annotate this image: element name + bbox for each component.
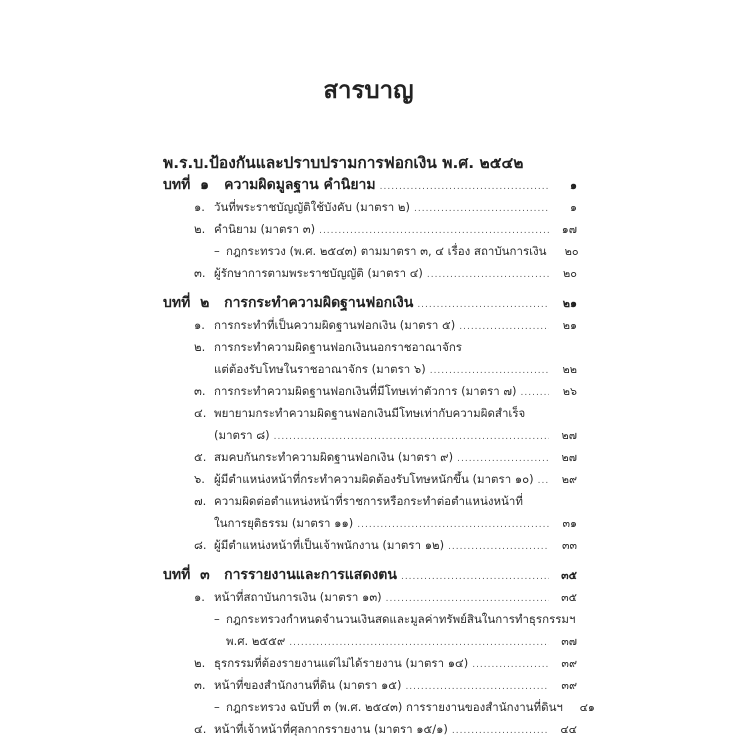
dot-leader (448, 536, 549, 558)
dot-leader (452, 720, 549, 742)
chapter-prefix: บทที่ (163, 177, 191, 193)
dot-leader (386, 588, 549, 610)
entry-number: ๓. (194, 678, 206, 692)
table-of-contents (163, 152, 595, 740)
page-number: ๒๐ (563, 267, 577, 280)
entry-label: การกระทำที่เป็นความผิดฐานฟอกเงิน (มาตรา ๕) (214, 318, 456, 332)
toc-entry[interactable] (163, 490, 577, 512)
entry-number: ๑. (194, 590, 205, 604)
toc-entry[interactable] (163, 652, 577, 674)
chapter-label: การกระทำความผิดฐานฟอกเงิน (224, 295, 414, 311)
toc-chapter-1[interactable] (163, 174, 577, 196)
chapter-number: ๒ (200, 295, 210, 311)
page-title: สารบาญ (323, 76, 414, 104)
dash-bullet: – (214, 244, 220, 258)
entry-label: กฎกระทรวงกำหนดจำนวนเงินสดและมูลค่าทรัพย์สินในการทำธุรกรรมฯ (226, 612, 576, 626)
entry-label-continued: แต่ต้องรับโทษในราชอาณาจักร (มาตรา ๖) (214, 362, 426, 376)
entry-label: การกระทำความผิดฐานฟอกเงินที่มีโทษเท่าตัวการ (มาตรา ๗) (214, 384, 517, 398)
entry-label: ความผิดต่อตำแหน่งหน้าที่ราชการหรือกระทำต่อตำแหน่งหน้าที่ (214, 494, 523, 508)
page-number: ๑ (570, 179, 577, 192)
entry-number: ๔. (194, 406, 207, 420)
page-number: ๓๕ (561, 591, 577, 604)
toc-chapter-3[interactable] (163, 564, 577, 586)
toc-entry[interactable] (163, 336, 577, 358)
toc-entry[interactable] (163, 218, 577, 240)
dot-leader (405, 676, 549, 698)
entry-number: ๕. (194, 450, 207, 464)
entry-label-continued: พ.ศ. ๒๕๕๙ (226, 634, 286, 648)
toc-sub-entry[interactable] (163, 696, 595, 718)
page-number: ๒๗ (561, 429, 577, 442)
dash-bullet: – (214, 700, 220, 714)
page-number: ๓๙ (561, 657, 577, 670)
dot-leader (417, 294, 549, 316)
page-number: ๔๑ (579, 701, 595, 714)
entry-label: คำนิยาม (มาตรา ๓) (214, 222, 316, 236)
page-number: ๓๑ (562, 517, 577, 530)
toc-entry[interactable] (163, 468, 577, 490)
dot-leader (459, 316, 549, 338)
entry-label: ผู้รักษาการตามพระราชบัญญัติ (มาตรา ๔) (214, 266, 423, 280)
page-number: ๒๑ (562, 319, 577, 332)
entry-label: หน้าที่สถาบันการเงิน (มาตรา ๑๓) (214, 590, 382, 604)
toc-entry[interactable] (163, 196, 577, 218)
entry-number: ๖. (194, 472, 205, 486)
entry-number: ๗. (194, 494, 207, 508)
dot-leader (430, 360, 549, 382)
entry-number: ๘. (194, 538, 207, 552)
page-number: ๒๒ (562, 363, 577, 376)
entry-number: ๓. (194, 384, 206, 398)
entry-label: หน้าที่ของสำนักงานที่ดิน (มาตรา ๑๕) (214, 678, 402, 692)
entry-label: ผู้มีตำแหน่งหน้าที่เป็นเจ้าพนักงาน (มาตรา ๑๒) (214, 538, 445, 552)
dash-bullet: – (214, 612, 220, 626)
page-number: ๓๙ (561, 679, 577, 692)
dot-leader (380, 176, 549, 198)
chapter-prefix: บทที่ (163, 295, 191, 311)
dot-leader (472, 654, 549, 676)
dot-leader (357, 514, 549, 536)
entry-number: ๑. (194, 200, 205, 214)
entry-label-continued: ในการยุติธรรม (มาตรา ๑๑) (214, 516, 354, 530)
entry-number: ๒. (194, 222, 206, 236)
dot-leader (401, 566, 549, 588)
toc-entry-continuation[interactable] (163, 358, 577, 380)
entry-label: กฎกระทรวง (พ.ศ. ๒๕๔๓) ตามมาตรา ๓, ๔ เรื่อง สถาบันการเงิน (226, 244, 547, 258)
entry-number: ๒. (194, 656, 206, 670)
toc-entry[interactable] (163, 380, 577, 402)
toc-entry[interactable] (163, 314, 577, 336)
dot-leader (538, 470, 549, 492)
dot-leader (427, 264, 549, 286)
entry-number: ๒. (194, 340, 206, 354)
entry-label: ผู้มีตำแหน่งหน้าที่กระทำความผิดต้องรับโทษหนักขึ้น (มาตรา ๑๐) (214, 472, 534, 486)
page-number: ๑ (570, 201, 577, 214)
chapter-label: ความผิดมูลฐาน คำนิยาม (224, 177, 376, 193)
dot-leader (457, 448, 549, 470)
chapter-number: ๓ (200, 567, 210, 583)
page-number: ๒๗ (561, 451, 577, 464)
entry-label: ธุรกรรมที่ต้องรายงานแต่ไม่ได้รายงาน (มาตรา ๑๔) (214, 656, 469, 670)
toc-entry-continuation[interactable] (163, 424, 577, 446)
toc-entry[interactable] (163, 402, 577, 424)
entry-number: ๔. (194, 722, 207, 736)
entry-label: พยายามกระทำความผิดฐานฟอกเงินมีโทษเท่ากับความผิดสำเร็จ (214, 406, 526, 420)
page-number: ๓๕ (561, 569, 577, 582)
toc-sub-entry[interactable] (163, 608, 577, 630)
entry-number: ๑. (194, 318, 205, 332)
entry-label: สมคบกันกระทำความผิดฐานฟอกเงิน (มาตรา ๙) (214, 450, 454, 464)
toc-entry[interactable] (163, 586, 577, 608)
toc-entry-continuation[interactable] (163, 512, 577, 534)
toc-entry[interactable] (163, 262, 577, 284)
act-title: พ.ร.บ.ป้องกันและปราบปรามการฟอกเงิน พ.ศ. ๒๕๔๒ (163, 154, 524, 172)
toc-sub-entry[interactable] (163, 240, 577, 262)
entry-label: กฎกระทรวง ฉบับที่ ๓ (พ.ศ. ๒๕๔๓) การรายงานของสำนักงานที่ดินฯ (226, 700, 563, 714)
chapter-number: ๑ (200, 177, 209, 193)
dot-leader (289, 632, 549, 654)
toc-entry[interactable] (163, 446, 577, 468)
page-number: ๒๐ (564, 245, 579, 258)
page-number: ๓๗ (561, 635, 577, 648)
toc-entry[interactable] (163, 534, 577, 556)
chapter-label: การรายงานและการแสดงตน (224, 567, 397, 583)
dot-leader (274, 426, 549, 448)
toc-chapter-2[interactable] (163, 292, 577, 314)
entry-number: ๓. (194, 266, 206, 280)
chapter-prefix: บทที่ (163, 567, 191, 583)
entry-label: หน้าที่เจ้าหน้าที่ศุลกากรรายงาน (มาตรา ๑๕/๑) (214, 722, 448, 736)
page-number: ๒๖ (562, 385, 577, 398)
page-number: ๓๓ (561, 539, 577, 552)
dot-leader (414, 198, 549, 220)
page-number: ๒๙ (561, 473, 577, 486)
page-number: ๔๔ (560, 723, 577, 736)
toc-sub-entry-continuation[interactable] (163, 630, 577, 652)
entry-label: วันที่พระราชบัญญัติใช้บังคับ (มาตรา ๒) (214, 200, 410, 214)
page-number: ๒๑ (562, 297, 577, 310)
entry-label: การกระทำความผิดฐานฟอกเงินนอกราชอาณาจักร (214, 340, 462, 354)
toc-entry[interactable] (163, 674, 577, 696)
dot-leader (521, 382, 550, 404)
page-number: ๑๗ (561, 223, 577, 236)
dot-leader (319, 220, 549, 242)
entry-label-continued: (มาตรา ๘) (214, 428, 270, 442)
